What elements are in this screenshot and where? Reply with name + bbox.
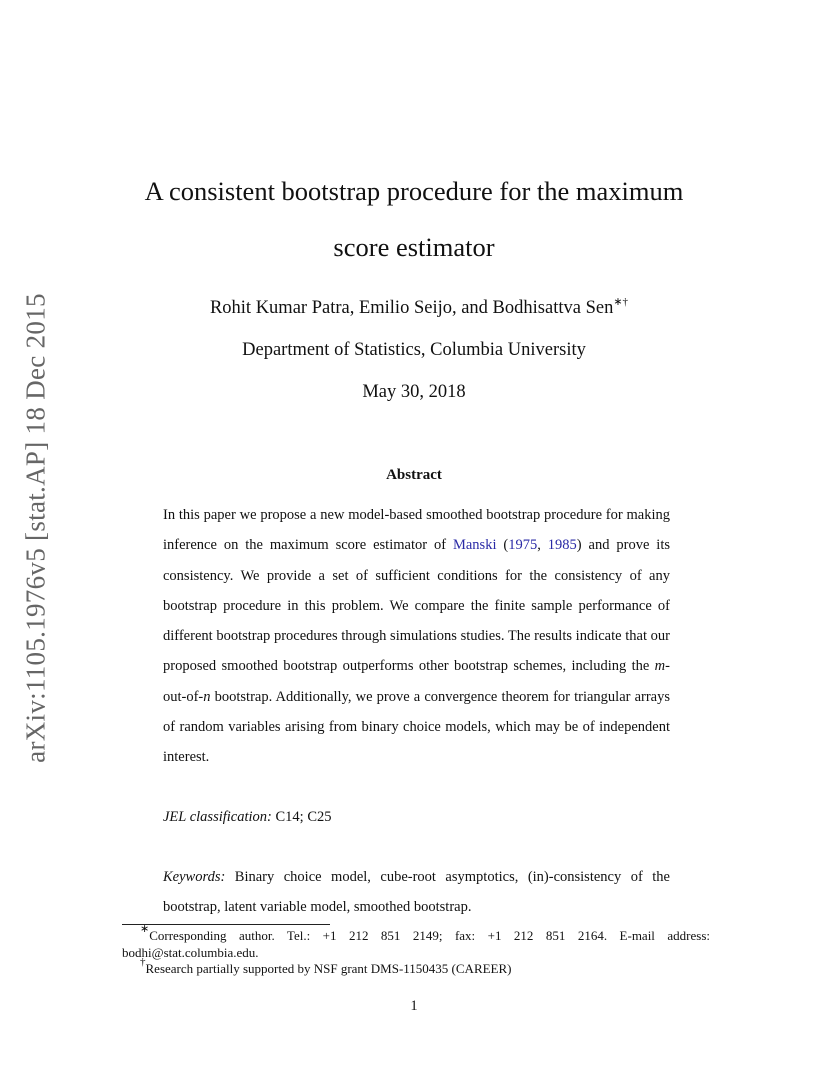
- title-line-1: A consistent bootstrap procedure for the maximum: [144, 176, 684, 206]
- footnote-2: [122, 956, 710, 978]
- author-footnote-marks: ∗†: [613, 296, 629, 308]
- math-m: m: [654, 658, 666, 675]
- footnote-2-text: Research partially supported by NSF grant DMS-1150435 (CAREER): [145, 961, 512, 976]
- paper-date: May 30, 2018: [362, 382, 466, 402]
- jel-value: C14; C25: [271, 809, 332, 825]
- title-line-2: score estimator: [333, 232, 495, 262]
- footnote-1: [122, 923, 710, 961]
- keywords: [163, 862, 670, 923]
- arxiv-stamp: arXiv:1105.1976v5 [stat.AP] 18 Dec 2015: [20, 293, 51, 763]
- author-list: [0, 298, 828, 319]
- citation-open: (: [496, 537, 509, 554]
- paper-title: [0, 163, 828, 275]
- math-n: n: [203, 688, 211, 705]
- citation-year-1975[interactable]: 1975: [508, 537, 538, 554]
- citation-year-1985[interactable]: 1985: [547, 537, 577, 554]
- out-of-text: -out-of-: [163, 658, 670, 705]
- footnote-1-mark: ∗: [140, 923, 150, 935]
- footnote-1-text: Corresponding author. Tel.: +1 212 851 2149; fax: +1 212 851 2164. E-mail address: bodhi@stat.columbia.edu.: [122, 928, 710, 960]
- footnote-rule: [122, 924, 330, 925]
- abstract-text-3: bootstrap. Additionally, we prove a convergence theorem for triangular arrays of random variables arising from binary choice models, which may be of independent interest.: [163, 688, 670, 766]
- keywords-label: Keywords:: [163, 869, 226, 885]
- abstract-text-1: In this paper we propose a new model-based smoothed bootstrap procedure for making inference on the maximum score estimator of: [163, 507, 670, 554]
- affiliation: Department of Statistics, Columbia University: [242, 340, 586, 360]
- abstract-text-2: and prove its consistency. We provide a set of sufficient conditions for the consistency of any bootstrap procedure in this problem. We compare the finite sample performance of different bootstrap procedures through simulations studies. The results indicate that our proposed smoothed bootstrap outperforms other bootstrap schemes, including the: [163, 537, 670, 675]
- abstract-heading: Abstract: [386, 467, 442, 483]
- keywords-value: Binary choice model, cube-root asymptotics, (in)-consistency of the bootstrap, latent variable model, smoothed bootstrap.: [163, 869, 670, 916]
- abstract-body: [163, 500, 670, 773]
- citation-manski[interactable]: Manski: [452, 537, 497, 554]
- citation-separator: ,: [537, 537, 548, 554]
- page-number: 1: [410, 998, 418, 1014]
- authors-text: Rohit Kumar Patra, Emilio Seijo, and Bodhisattva Sen: [209, 298, 614, 318]
- jel-label: JEL classification:: [163, 809, 272, 825]
- footnote-2-mark: †: [140, 956, 146, 968]
- citation-close: ): [576, 537, 582, 554]
- jel-classification: [163, 802, 670, 832]
